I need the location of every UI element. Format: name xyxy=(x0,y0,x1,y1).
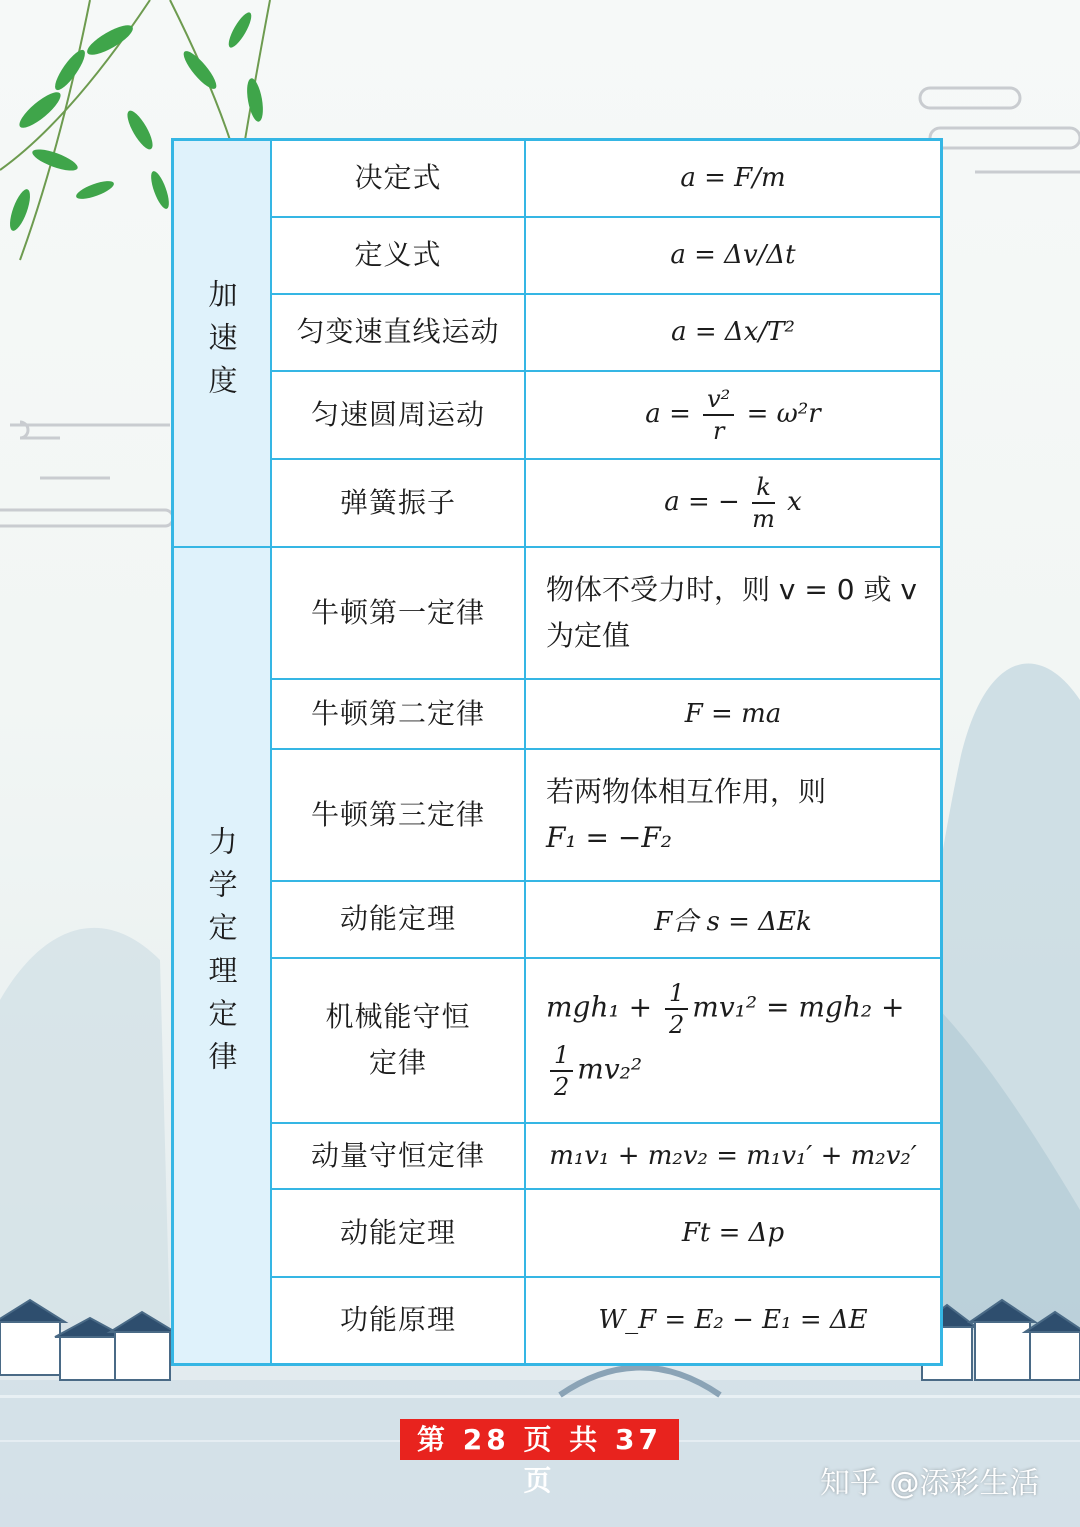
row-formula: W_F = E₂ − E₁ = ΔE xyxy=(525,1277,942,1365)
row-name: 动能定理 xyxy=(271,1189,525,1277)
row-name: 弹簧振子 xyxy=(271,459,525,547)
table-row xyxy=(173,1189,942,1277)
fraction: $\frac{1}{2}$ xyxy=(665,978,688,1040)
row-formula: a = $\frac{\text{v²}}{r}$ = ω²r xyxy=(525,371,942,459)
watermark: 知乎 @添彩生活 xyxy=(820,1466,1040,1501)
table-row xyxy=(173,1277,942,1365)
fraction: $\frac{\text{v²}}{r}$ xyxy=(703,384,734,446)
row-formula: a = Δv/Δt xyxy=(525,217,942,294)
row-name: 动能定理 xyxy=(271,881,525,958)
row-formula: mgh₁ + $\frac{1}{2}$ mv₁² = mgh₂ + $\frac{1}{2}$ mv₂² xyxy=(525,958,942,1123)
fraction: $\frac{k}{m}$ xyxy=(752,472,775,533)
row-name: 牛顿第三定律 xyxy=(271,749,525,881)
table-row xyxy=(173,217,942,294)
row-formula: F合 s = ΔEk xyxy=(525,881,942,958)
category-label: 加速度 xyxy=(204,278,239,408)
table-row xyxy=(173,1123,942,1189)
table-row xyxy=(173,881,942,958)
table-row xyxy=(173,294,942,371)
row-name: 机械能守恒定律 xyxy=(271,958,525,1123)
fraction: $\frac{1}{2}$ xyxy=(550,1040,573,1102)
formula-table xyxy=(171,138,943,1366)
row-formula: m₁v₁ + m₂v₂ = m₁v₁′ + m₂v₂′ xyxy=(525,1123,942,1189)
row-name: 牛顿第二定律 xyxy=(271,679,525,749)
table-row xyxy=(173,140,942,217)
row-formula: a = F/m xyxy=(525,140,942,217)
row-formula: 物体不受力时，则 v = 0 或 v 为定值 xyxy=(525,547,942,679)
row-name: 功能原理 xyxy=(271,1277,525,1365)
row-formula: F = ma xyxy=(525,679,942,749)
table-row xyxy=(173,371,942,459)
row-formula: a = Δx/T² xyxy=(525,294,942,371)
table-row xyxy=(173,679,942,749)
row-name: 定义式 xyxy=(271,217,525,294)
row-formula: Ft = Δp xyxy=(525,1189,942,1277)
table-row xyxy=(173,958,942,1123)
row-name: 牛顿第一定律 xyxy=(271,547,525,679)
mountain-left xyxy=(0,928,170,1330)
category-label: 力学定理定律 xyxy=(204,826,239,1085)
table-row xyxy=(173,459,942,547)
row-name: 决定式 xyxy=(271,140,525,217)
table-row xyxy=(173,749,942,881)
row-name: 匀速圆周运动 xyxy=(271,371,525,459)
category-cell-mechanics xyxy=(173,547,272,1365)
row-name: 动量守恒定律 xyxy=(271,1123,525,1189)
row-formula: a = − $\frac{k}{m}$ x xyxy=(525,459,942,547)
row-formula: 若两物体相互作用，则 F₁ = −F₂ xyxy=(525,749,942,881)
page-number-badge: 第 28 页 共 37 页 xyxy=(400,1419,679,1460)
row-name: 匀变速直线运动 xyxy=(271,294,525,371)
category-cell-acceleration xyxy=(173,140,272,547)
table-row xyxy=(173,547,942,679)
